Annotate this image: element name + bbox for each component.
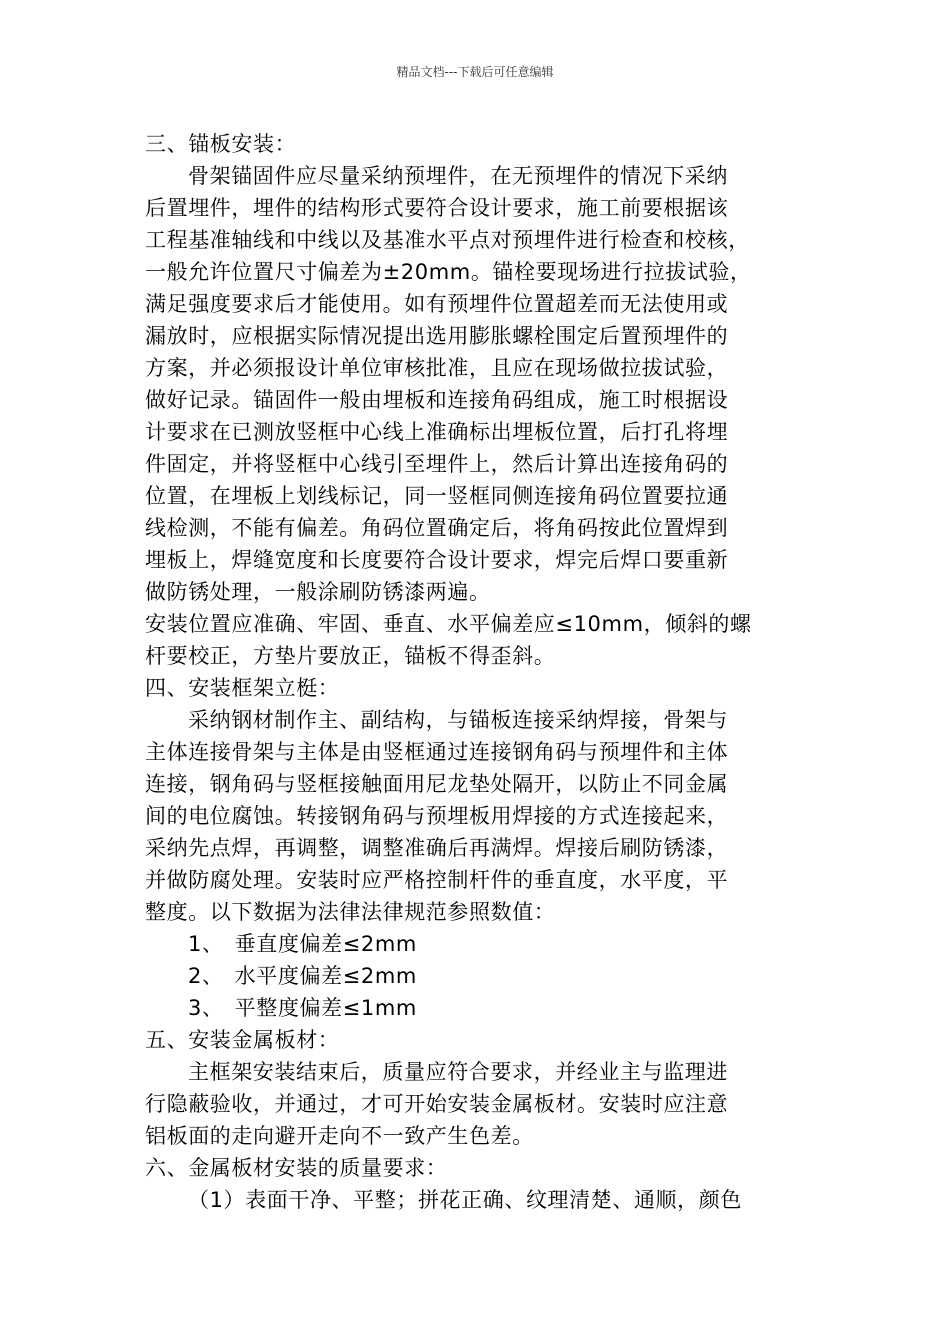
text-line: 六、金属板材安装的质量要求： [145, 1156, 448, 1180]
text-line: 位置，在埋板上划线标记，同一竖框同侧连接角码位置要拉通 [145, 484, 729, 508]
text-line: 整度。以下数据为法律法律规范参照数值： [145, 900, 556, 924]
document-body [145, 128, 813, 1216]
text-line: 行隐蔽验收，并通过，才可开始安装金属板材。安装时应注意 [145, 1092, 729, 1116]
text-line: 漏放时，应根据实际情况提出选用膨胀螺栓围定后置预埋件的 [145, 324, 729, 348]
page-header: 精品文档---下载后可任意编辑 [396, 65, 554, 79]
text-line: 主体连接骨架与主体是由竖框通过连接钢角码与预埋件和主体 [145, 740, 729, 764]
text-line: 连接，钢角码与竖框接触面用尼龙垫处隔开，以防止不同金属 [145, 772, 729, 796]
text-line: 线检测，不能有偏差。角码位置确定后，将角码按此位置焊到 [145, 516, 729, 540]
text-line: 2、 水平度偏差≤2mm [188, 964, 417, 988]
text-line: 一般允许位置尺寸偏差为±20mm。锚栓要现场进行拉拔试验， [145, 260, 752, 284]
text-line: 铝板面的走向避开走向不一致产生色差。 [145, 1124, 534, 1148]
text-line: 满足强度要求后才能使用。如有预埋件位置超差而无法使用或 [145, 292, 729, 316]
text-line: 五、安装金属板材： [145, 1028, 340, 1052]
text-line: 后置埋件，埋件的结构形式要符合设计要求，施工前要根据该 [145, 196, 729, 220]
text-line: 骨架锚固件应尽量采纳预埋件，在无预埋件的情况下采纳 [188, 164, 728, 188]
text-line: 工程基准轴线和中线以及基准水平点对预埋件进行检查和校核， [145, 228, 750, 252]
text-line: 采纳先点焊，再调整，调整准确后再满焊。焊接后刷防锈漆， [145, 836, 729, 860]
text-line: 杆要校正，方垫片要放正，锚板不得歪斜。 [145, 644, 556, 668]
text-line: 件固定，并将竖框中心线引至埋件上，然后计算出连接角码的 [145, 452, 729, 476]
text-line: （1）表面干净、平整；拼花正确、纹理清楚、通顺，颜色 [188, 1188, 742, 1212]
text-line: 主框架安装结束后，质量应符合要求，并经业主与监理进 [188, 1060, 728, 1084]
text-line: 并做防腐处理。安装时应严格控制杆件的垂直度，水平度，平 [145, 868, 729, 892]
text-line: 三、锚板安装： [145, 132, 297, 156]
text-line: 埋板上，焊缝宽度和长度要符合设计要求，焊完后焊口要重新 [145, 548, 729, 572]
text-line: 1、 垂直度偏差≤2mm [188, 932, 417, 956]
text-line: 3、 平整度偏差≤1mm [188, 996, 417, 1020]
text-line: 安装位置应准确、牢固、垂直、水平偏差应≤10mm，倾斜的螺 [145, 612, 752, 636]
text-line: 计要求在已测放竖框中心线上准确标出埋板位置，后打孔将埋 [145, 420, 729, 444]
text-line: 方案，并必须报设计单位审核批准，且应在现场做拉拔试验， [145, 356, 729, 380]
text-line: 做防锈处理，一般涂刷防锈漆两遍。 [145, 580, 491, 604]
text-line: 采纳钢材制作主、副结构，与锚板连接采纳焊接，骨架与 [188, 708, 728, 732]
text-line: 做好记录。锚固件一般由埋板和连接角码组成，施工时根据设 [145, 388, 729, 412]
text-line: 四、安装框架立梃： [145, 676, 340, 700]
text-line: 间的电位腐蚀。转接钢角码与预埋板用焊接的方式连接起来， [145, 804, 729, 828]
